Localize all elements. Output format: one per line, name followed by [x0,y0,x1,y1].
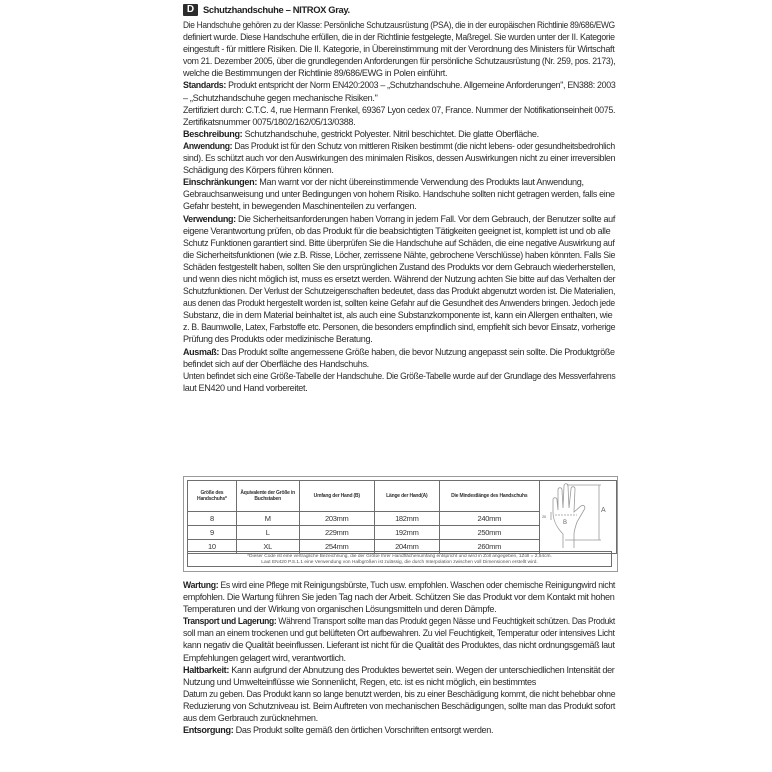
document-page [183,2,615,394]
header-letter-size: Äquivalente der Größe in Buchstaben [236,481,299,512]
section-text: Das Produkt sollte gemäß den örtlichen Vorschriften entsorgt werden. [233,725,494,736]
section-label: Ausmaß: [183,346,220,357]
section-line: Reduzierung von Schutzniveau ist. Beim Auftreten von mechanischen Beschädigungen, sollte man das Produkt sofort [183,700,616,711]
section-line: aus denen das Produkt hergestellt worden ist, sollten keine Gefahr auf die Gesundheit des Anwenders bringen. Jedoch jede [183,298,615,309]
section-label: Entsorgung: [183,725,234,736]
cell-size: 9 [188,526,237,540]
section-label: Einschränkungen: [183,177,258,188]
section-line: Datum zu geben. Das Produkt kann so lange benutzt werden, bis zu einer Beschädigung kommt, die nicht behebbar ohne [183,688,616,699]
section-verwendung [183,213,615,346]
intro-line: eingestuft - für mittlere Risiken. Die II. Kategorie, in Übereinstimmung mit der Verordnung des Ministers für Wirtschaft [183,44,615,55]
document-header [183,2,615,17]
section-label: Verwendung: [183,213,236,224]
section-line: befindet sich auf der Oberfläche des Handschuhs. [183,358,369,369]
section-label: Transport und Lagerung: [183,616,277,627]
section-label: Haltbarkeit: [183,664,230,675]
section-einschränkungen [183,176,615,212]
section-line [183,579,615,591]
section-line: Prüfung des Produkts oder medizinische Beratung. [183,334,373,345]
section-standards [183,79,615,127]
cell-length: 192mm [375,526,440,540]
label-b: B [562,520,567,526]
section-text: Die Sicherheitsanforderungen haben Vorrang in jedem Fall. Vor dem Gebrauch, der Benutzer sollte auf [235,213,616,224]
intro-paragraph [183,19,615,79]
size-table-footnote [187,551,612,567]
section-haltbarkeit [183,664,615,724]
header-glove-size: Größe des Handschuhs* [188,481,237,512]
cell-letter: M [236,512,299,526]
section-line [183,615,615,627]
header-hand-length: Länge der Hand(A) [375,481,440,512]
section-line: Substanz, die in dem Material beinhaltet ist, als auch eine Substanzkomponente ist, kann ein Allergen enthalten, wie [183,310,613,321]
section-line: Temperaturen und der Wirkung von organischen Lösungsmitteln und deren Dämpfe. [183,604,497,615]
section-line: soll man an einem trockenen und gut belüfteten Ort aufbewahren. Zu viel Feuchtigkeit, Temperatur oder intensives Licht [183,628,615,639]
cell-length: 204mm [375,540,440,554]
section-line [183,128,615,140]
section-entsorgung [183,724,615,736]
section-text: Produkt entspricht der Norm EN420:2003 – „Schutzhandschuhe. Allgemeine Anforderungen", EN388: 2003 [226,80,616,91]
section-text: Man warnt vor der nicht übereinstimmende Verwendung des Produkts laut Anwendung, [257,177,584,188]
cell-min-length: 250mm [439,526,539,540]
intro-line: Die Handschuhe gehören zu der Klasse: Persönliche Schutzausrüstung (PSA), die in der europäischen Richtlinie 89/686/EWG [183,20,615,30]
section-text: Während Transport sollte man das Produkt gegen Nässe und Feuchtigkeit schützen. Das Produkt [276,616,615,627]
top-text-block [183,19,615,394]
cell-min-length: 260mm [439,540,539,554]
size-table-panel [183,476,618,572]
label-a: A [600,507,606,514]
section-line: Zertifikatsnummer 0075/1802/162/05/13/0388. [183,116,356,127]
cell-letter: XL [236,540,299,554]
intro-line: definiert wurde. Diese Handschuhe erfüllen, die in der Richtlinie festgelegte, Maßregel. Sie wurden unter der II. Kategorie [183,32,615,43]
cell-circumference: 229mm [299,526,375,540]
label-side: 20 [541,514,546,519]
section-line: Empfehlungen gelagert wird, verantwortlich. [183,652,346,663]
sections-bottom [183,579,615,736]
section-line: laut EN420 und Hand vorbereitet. [183,382,308,393]
cell-size: 8 [188,512,237,526]
section-line [183,79,616,91]
section-line: – „Schutzhandschuhe gegen mechanische Risiken." [183,92,378,103]
header-hand-circumference: Umfang der Hand (B) [299,481,375,512]
section-label: Standards: [183,80,227,91]
size-table [187,480,617,554]
section-line: die Sicherheitsfunktionen (wie z.B. Risse, Löcher, zerrissene Nähte, gebrochene Verschlüsse) haben könnten. Falls Sie [183,249,616,260]
cell-letter: L [236,526,299,540]
section-line: und wenn dies nicht möglich ist, muss es ersetzt werden. Während der Nutzung achten Sie bitte auf das Verhalten der [183,273,616,284]
section-ausmaß [183,346,615,394]
section-beschreibung [183,128,615,140]
section-line [183,664,615,676]
section-text: Kann aufgrund der Abnutzung des Produktes bewertet sein. Wegen der unterschiedlichen Intensität der [229,664,615,675]
section-line: Gebrauchsanweisung und unter Bedingungen von hohem Risiko. Handschuhe sollten nicht getragen werden, falls eine [183,189,615,200]
section-text: Schutzhandschuhe, gestrickt Polyester. Nitril beschichtet. Die glatte Oberfläche. [242,128,539,139]
bottom-text-block [183,579,615,736]
intro-line: welche die Bestimmungen der Richtlinie 89/686/EWG in Polen einführt. [183,68,448,79]
section-line: eigene Verantwortung prüfen, ob das Produkt für die beabsichtigten Tätigkeiten geeignet ist, komplett ist und ob alle [183,225,611,236]
section-line: Zertifiziert durch: C.T.C. 4, rue Hermann Frenkel, 69367 Lyon cedex 07, France. Nummer der Notifikationseinheit 0075. [183,104,616,115]
cell-circumference: 254mm [299,540,375,554]
section-line [183,176,615,188]
section-line: Schädigung des Körpers führen können. [183,165,334,176]
section-wartung [183,579,615,615]
section-anwendung [183,140,615,176]
section-line [183,213,616,225]
section-text: Es wird eine Pflege mit Reinigungsbürste, Tuch usw. empfohlen. Waschen oder chemische Reinigungwird nicht [218,580,615,590]
section-line: Nutzung und Umwelteinflüsse wie Sonnenlicht, Regen, etc. ist es nicht möglich, ein bestimmtes [183,676,536,687]
section-line: empfohlen. Die Wartung führen Sie jeden Tag nach der Arbeit. Schützen Sie das Produkt vor dem Kontakt mit hohen [183,592,615,603]
section-line: z. B. Baumwolle, Latex, Farbstoffe etc. Personen, die besonders empfindlich sind, empfiehlt sich bevor Einsatz, vorherige [183,322,616,333]
section-text: Das Produkt ist für den Schutz von mittleren Risiken bestimmt (die nicht lebens- oder gesundheitsbedrohlich [232,140,615,151]
header-min-glove-length: Die Mindestlänge des Handschuhs [439,481,539,512]
section-line: Schutzfunktionen. Der Verlust der Schutzeigenschaften bedeutet, dass das Produkt abgenutzt worden ist. Die Materialien, [183,286,616,297]
cell-length: 182mm [375,512,440,526]
section-label: Beschreibung: [183,128,243,139]
section-label: Wartung: [183,580,219,590]
hand-diagram-cell [539,481,616,554]
section-line: Schäden festgestellt haben, sollten Sie den ursprünglichen Zustand des Produkts vor dem Gebrauch wiederherstellen, [183,261,616,272]
section-label: Anwendung: [183,140,233,151]
section-line [183,346,615,358]
language-badge: D [183,4,198,16]
cell-min-length: 240mm [439,512,539,526]
section-line: aus dem Gerbrauch zurücknehmen. [183,713,318,724]
cell-circumference: 203mm [299,512,375,526]
section-text: Das Produkt sollte angemessene Größe haben, die bevor Nutzung angepasst sein sollte. Die Produktgröße [219,346,615,357]
section-transport-und-lagerung [183,615,615,663]
section-line: kann negativ die Qualität beeinflussen. Lieferant ist nicht für die Qualität des Produktes, das nicht ordnungsgemäß laut [183,640,615,651]
footnote-line: *Dieser Code ist eine vertragliche Bezeichnung, die der Größe Ihrer Handflächenumfang entspricht und wird in Zoll angegeben, 1Zoll = 2,54cm. [247,554,552,559]
footnote-line: Laut EN420 P.S.1.1 eine Verwendung von Halbgrößen ist zulässig, die durch Interpolation zwischen voll Dimensionen erstellt wird. [261,560,538,565]
section-line [183,140,615,152]
hand-measure-icon [541,482,615,550]
document-title: Schutzhandschuhe – NITROX Gray. [203,4,350,15]
section-line: Unten befindet sich eine Größe-Tabelle der Handschuhe. Die Größe-Tabelle wurde auf der Grundlage des Messverfahrens [183,370,616,381]
section-line: Gefahr besteht, in bewegenden Maschinenteilen zu verfangen. [183,201,417,212]
section-line: sind). Es schützt auch vor den Auswirkungen des minimalen Risikos, dessen Auswirkungen nicht zu einer irreversiblen [183,153,616,164]
cell-size: 10 [188,540,237,554]
sections-top [183,79,615,393]
size-table-header-row [188,481,617,512]
section-line [183,724,615,736]
section-line: Schutz Funktionen garantiert sind. Bitte überprüfen Sie die Handschuhe auf Schäden, die eine negative Auswirkung auf [183,237,615,248]
intro-line: vom 21. Dezember 2005, über die grundlegenden Anforderungen für persönliche Schutzausrüstung (Nr. 259, pos. 2173), [183,56,616,67]
